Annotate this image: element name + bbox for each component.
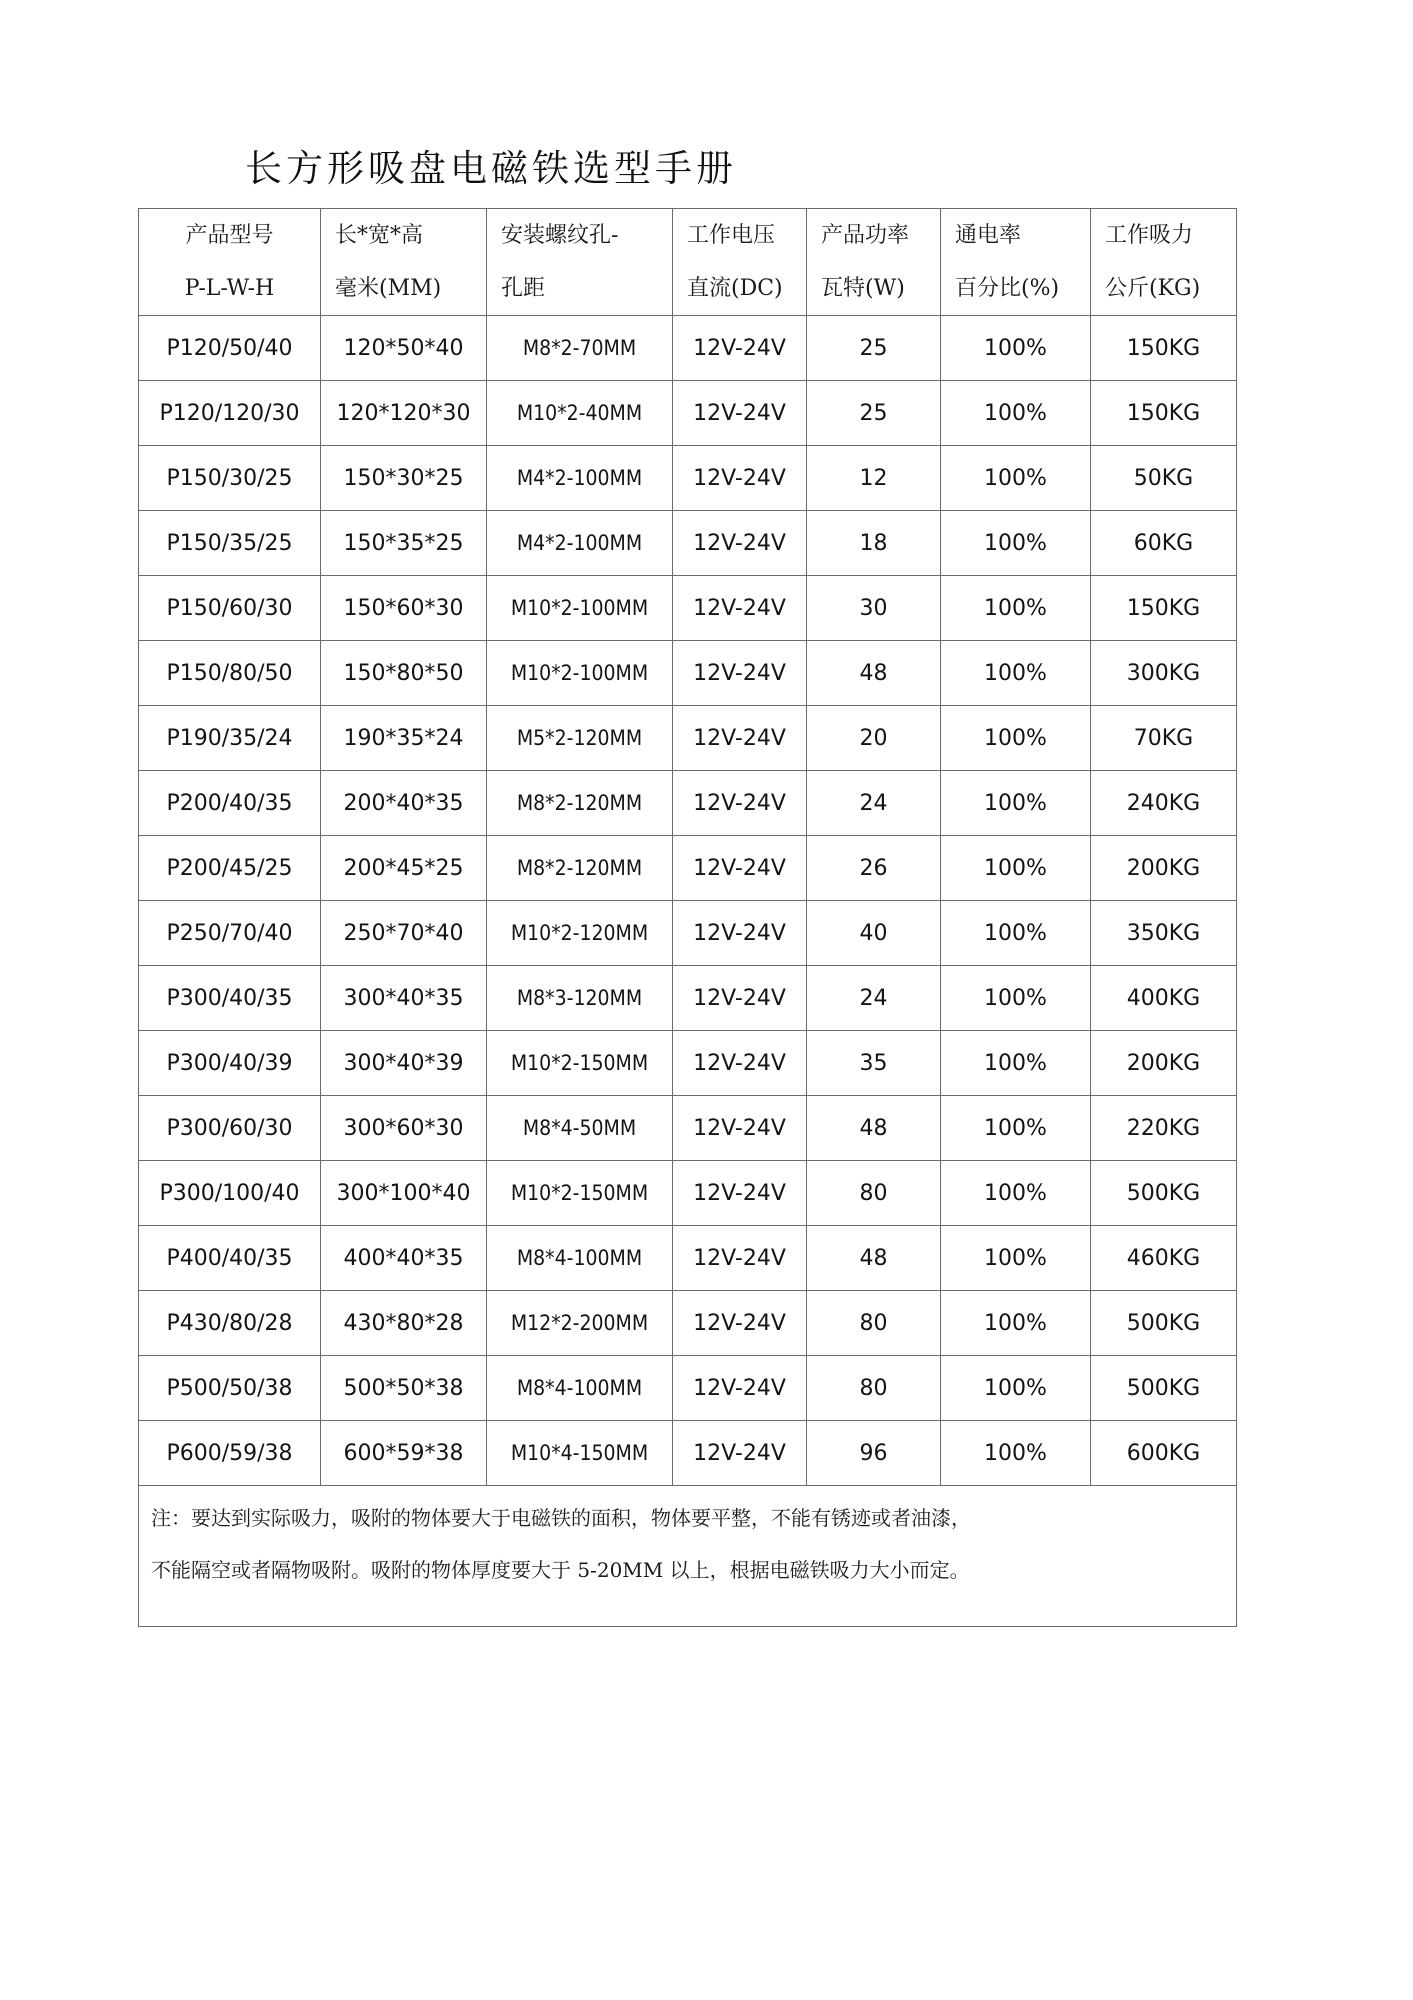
cell-voltage: 12V-24V bbox=[673, 771, 807, 836]
document-title: 长方形吸盘电磁铁选型手册 bbox=[245, 147, 737, 190]
table-row bbox=[139, 1356, 1237, 1421]
cell-power: 80 bbox=[807, 1161, 941, 1226]
cell-model: P400/40/35 bbox=[139, 1226, 321, 1291]
cell-dimensions: 200*45*25 bbox=[321, 836, 487, 901]
cell-voltage: 12V-24V bbox=[673, 1096, 807, 1161]
cell-power: 18 bbox=[807, 511, 941, 576]
cell-model: P600/59/38 bbox=[139, 1421, 321, 1486]
selection-table bbox=[138, 208, 1237, 1627]
table-row bbox=[139, 1161, 1237, 1226]
cell-thread: M8*4-50MM bbox=[487, 1096, 673, 1161]
cell-holding-force: 500KG bbox=[1091, 1356, 1237, 1421]
header-model-line2: P-L-W-H bbox=[184, 276, 275, 301]
note-line-2: 不能隔空或者隔物吸附。吸附的物体厚度要大于 5-20MM 以上，根据电磁铁吸力大小而定。 bbox=[151, 1558, 970, 1582]
cell-power: 80 bbox=[807, 1291, 941, 1356]
cell-dimensions: 150*30*25 bbox=[321, 446, 487, 511]
cell-dimensions: 150*60*30 bbox=[321, 576, 487, 641]
header-thread bbox=[487, 209, 673, 316]
cell-thread: M10*2-120MM bbox=[487, 901, 673, 966]
table-row bbox=[139, 1096, 1237, 1161]
cell-thread: M10*2-40MM bbox=[487, 381, 673, 446]
cell-holding-force: 460KG bbox=[1091, 1226, 1237, 1291]
header-duty-cycle-line1: 通电率 bbox=[955, 223, 1022, 248]
cell-holding-force: 300KG bbox=[1091, 641, 1237, 706]
cell-model: P150/35/25 bbox=[139, 511, 321, 576]
table-row bbox=[139, 1421, 1237, 1486]
cell-dimensions: 400*40*35 bbox=[321, 1226, 487, 1291]
cell-duty-cycle: 100% bbox=[941, 316, 1091, 381]
note-row bbox=[139, 1486, 1237, 1627]
cell-dimensions: 250*70*40 bbox=[321, 901, 487, 966]
cell-voltage: 12V-24V bbox=[673, 1421, 807, 1486]
cell-voltage: 12V-24V bbox=[673, 1291, 807, 1356]
cell-model: P250/70/40 bbox=[139, 901, 321, 966]
cell-power: 48 bbox=[807, 1096, 941, 1161]
cell-thread: M10*4-150MM bbox=[487, 1421, 673, 1486]
cell-thread: M10*2-150MM bbox=[487, 1031, 673, 1096]
header-voltage-line1: 工作电压 bbox=[687, 223, 776, 248]
cell-holding-force: 200KG bbox=[1091, 1031, 1237, 1096]
cell-dimensions: 200*40*35 bbox=[321, 771, 487, 836]
cell-holding-force: 240KG bbox=[1091, 771, 1237, 836]
cell-duty-cycle: 100% bbox=[941, 1356, 1091, 1421]
header-power-line1: 产品功率 bbox=[821, 223, 910, 248]
cell-holding-force: 150KG bbox=[1091, 381, 1237, 446]
header-thread-line1: 安装螺纹孔- bbox=[501, 223, 619, 248]
cell-power: 48 bbox=[807, 641, 941, 706]
table-row bbox=[139, 901, 1237, 966]
cell-duty-cycle: 100% bbox=[941, 966, 1091, 1031]
table-row bbox=[139, 1031, 1237, 1096]
cell-dimensions: 500*50*38 bbox=[321, 1356, 487, 1421]
header-power bbox=[807, 209, 941, 316]
cell-model: P150/60/30 bbox=[139, 576, 321, 641]
cell-holding-force: 400KG bbox=[1091, 966, 1237, 1031]
cell-dimensions: 430*80*28 bbox=[321, 1291, 487, 1356]
cell-model: P300/100/40 bbox=[139, 1161, 321, 1226]
table-row bbox=[139, 316, 1237, 381]
cell-holding-force: 600KG bbox=[1091, 1421, 1237, 1486]
cell-voltage: 12V-24V bbox=[673, 1031, 807, 1096]
cell-power: 24 bbox=[807, 966, 941, 1031]
cell-dimensions: 300*40*35 bbox=[321, 966, 487, 1031]
table-row bbox=[139, 1226, 1237, 1291]
cell-dimensions: 190*35*24 bbox=[321, 706, 487, 771]
header-holding-force-line2: 公斤(KG) bbox=[1105, 276, 1201, 301]
cell-model: P300/60/30 bbox=[139, 1096, 321, 1161]
header-duty-cycle bbox=[941, 209, 1091, 316]
cell-thread: M8*2-120MM bbox=[487, 836, 673, 901]
cell-holding-force: 150KG bbox=[1091, 316, 1237, 381]
cell-thread: M5*2-120MM bbox=[487, 706, 673, 771]
header-power-line2: 瓦特(W) bbox=[821, 276, 905, 301]
cell-power: 26 bbox=[807, 836, 941, 901]
cell-duty-cycle: 100% bbox=[941, 446, 1091, 511]
cell-power: 20 bbox=[807, 706, 941, 771]
cell-power: 48 bbox=[807, 1226, 941, 1291]
cell-voltage: 12V-24V bbox=[673, 511, 807, 576]
cell-dimensions: 300*40*39 bbox=[321, 1031, 487, 1096]
cell-power: 24 bbox=[807, 771, 941, 836]
cell-holding-force: 50KG bbox=[1091, 446, 1237, 511]
cell-duty-cycle: 100% bbox=[941, 511, 1091, 576]
cell-model: P300/40/35 bbox=[139, 966, 321, 1031]
cell-power: 40 bbox=[807, 901, 941, 966]
cell-holding-force: 200KG bbox=[1091, 836, 1237, 901]
cell-duty-cycle: 100% bbox=[941, 1161, 1091, 1226]
cell-duty-cycle: 100% bbox=[941, 1096, 1091, 1161]
cell-duty-cycle: 100% bbox=[941, 901, 1091, 966]
cell-dimensions: 120*50*40 bbox=[321, 316, 487, 381]
cell-duty-cycle: 100% bbox=[941, 381, 1091, 446]
cell-voltage: 12V-24V bbox=[673, 1356, 807, 1421]
table-body bbox=[139, 316, 1237, 1486]
table-row bbox=[139, 1291, 1237, 1356]
cell-thread: M10*2-150MM bbox=[487, 1161, 673, 1226]
header-holding-force-line1: 工作吸力 bbox=[1105, 223, 1194, 248]
cell-voltage: 12V-24V bbox=[673, 901, 807, 966]
cell-model: P200/45/25 bbox=[139, 836, 321, 901]
cell-holding-force: 70KG bbox=[1091, 706, 1237, 771]
table-footer bbox=[139, 1486, 1237, 1627]
cell-model: P300/40/39 bbox=[139, 1031, 321, 1096]
cell-thread: M8*2-70MM bbox=[487, 316, 673, 381]
cell-model: P500/50/38 bbox=[139, 1356, 321, 1421]
table-row bbox=[139, 511, 1237, 576]
cell-voltage: 12V-24V bbox=[673, 836, 807, 901]
cell-holding-force: 350KG bbox=[1091, 901, 1237, 966]
cell-thread: M4*2-100MM bbox=[487, 511, 673, 576]
cell-dimensions: 300*100*40 bbox=[321, 1161, 487, 1226]
cell-model: P200/40/35 bbox=[139, 771, 321, 836]
cell-model: P150/80/50 bbox=[139, 641, 321, 706]
header-dimensions-line1: 长*宽*高 bbox=[335, 223, 424, 248]
cell-holding-force: 500KG bbox=[1091, 1161, 1237, 1226]
cell-dimensions: 600*59*38 bbox=[321, 1421, 487, 1486]
cell-thread: M8*2-120MM bbox=[487, 771, 673, 836]
note-cell bbox=[139, 1486, 1237, 1627]
cell-voltage: 12V-24V bbox=[673, 446, 807, 511]
cell-thread: M4*2-100MM bbox=[487, 446, 673, 511]
cell-holding-force: 500KG bbox=[1091, 1291, 1237, 1356]
cell-dimensions: 150*35*25 bbox=[321, 511, 487, 576]
cell-duty-cycle: 100% bbox=[941, 771, 1091, 836]
cell-holding-force: 220KG bbox=[1091, 1096, 1237, 1161]
cell-model: P120/120/30 bbox=[139, 381, 321, 446]
cell-voltage: 12V-24V bbox=[673, 576, 807, 641]
table-row bbox=[139, 771, 1237, 836]
cell-thread: M8*3-120MM bbox=[487, 966, 673, 1031]
cell-voltage: 12V-24V bbox=[673, 1161, 807, 1226]
cell-power: 12 bbox=[807, 446, 941, 511]
header-duty-cycle-line2: 百分比(%) bbox=[955, 276, 1060, 301]
cell-power: 96 bbox=[807, 1421, 941, 1486]
table-row bbox=[139, 446, 1237, 511]
cell-dimensions: 150*80*50 bbox=[321, 641, 487, 706]
cell-thread: M10*2-100MM bbox=[487, 641, 673, 706]
cell-voltage: 12V-24V bbox=[673, 706, 807, 771]
cell-power: 25 bbox=[807, 381, 941, 446]
header-row bbox=[139, 209, 1237, 316]
note-line-1: 注：要达到实际吸力，吸附的物体要大于电磁铁的面积，物体要平整，不能有锈迹或者油漆， bbox=[151, 1506, 971, 1530]
cell-power: 80 bbox=[807, 1356, 941, 1421]
cell-model: P150/30/25 bbox=[139, 446, 321, 511]
header-dimensions-line2: 毫米(MM) bbox=[335, 276, 442, 301]
cell-power: 35 bbox=[807, 1031, 941, 1096]
cell-dimensions: 120*120*30 bbox=[321, 381, 487, 446]
cell-duty-cycle: 100% bbox=[941, 1291, 1091, 1356]
cell-thread: M12*2-200MM bbox=[487, 1291, 673, 1356]
cell-voltage: 12V-24V bbox=[673, 966, 807, 1031]
cell-model: P120/50/40 bbox=[139, 316, 321, 381]
cell-duty-cycle: 100% bbox=[941, 1031, 1091, 1096]
header-holding-force bbox=[1091, 209, 1237, 316]
table-row bbox=[139, 836, 1237, 901]
cell-holding-force: 150KG bbox=[1091, 576, 1237, 641]
cell-duty-cycle: 100% bbox=[941, 706, 1091, 771]
cell-voltage: 12V-24V bbox=[673, 641, 807, 706]
table-row bbox=[139, 706, 1237, 771]
cell-duty-cycle: 100% bbox=[941, 1226, 1091, 1291]
cell-voltage: 12V-24V bbox=[673, 381, 807, 446]
cell-duty-cycle: 100% bbox=[941, 576, 1091, 641]
cell-thread: M8*4-100MM bbox=[487, 1356, 673, 1421]
header-dimensions bbox=[321, 209, 487, 316]
table-row bbox=[139, 381, 1237, 446]
header-voltage-line2: 直流(DC) bbox=[687, 276, 783, 301]
cell-thread: M8*4-100MM bbox=[487, 1226, 673, 1291]
header-voltage bbox=[673, 209, 807, 316]
cell-duty-cycle: 100% bbox=[941, 1421, 1091, 1486]
cell-power: 25 bbox=[807, 316, 941, 381]
cell-duty-cycle: 100% bbox=[941, 641, 1091, 706]
cell-model: P430/80/28 bbox=[139, 1291, 321, 1356]
cell-voltage: 12V-24V bbox=[673, 316, 807, 381]
cell-dimensions: 300*60*30 bbox=[321, 1096, 487, 1161]
header-model-line1: 产品型号 bbox=[185, 223, 274, 248]
table-header bbox=[139, 209, 1237, 316]
cell-thread: M10*2-100MM bbox=[487, 576, 673, 641]
cell-duty-cycle: 100% bbox=[941, 836, 1091, 901]
cell-power: 30 bbox=[807, 576, 941, 641]
table-row bbox=[139, 576, 1237, 641]
table-row bbox=[139, 966, 1237, 1031]
header-model bbox=[139, 209, 321, 316]
cell-holding-force: 60KG bbox=[1091, 511, 1237, 576]
cell-model: P190/35/24 bbox=[139, 706, 321, 771]
table-row bbox=[139, 641, 1237, 706]
header-thread-line2: 孔距 bbox=[501, 276, 546, 301]
cell-voltage: 12V-24V bbox=[673, 1226, 807, 1291]
